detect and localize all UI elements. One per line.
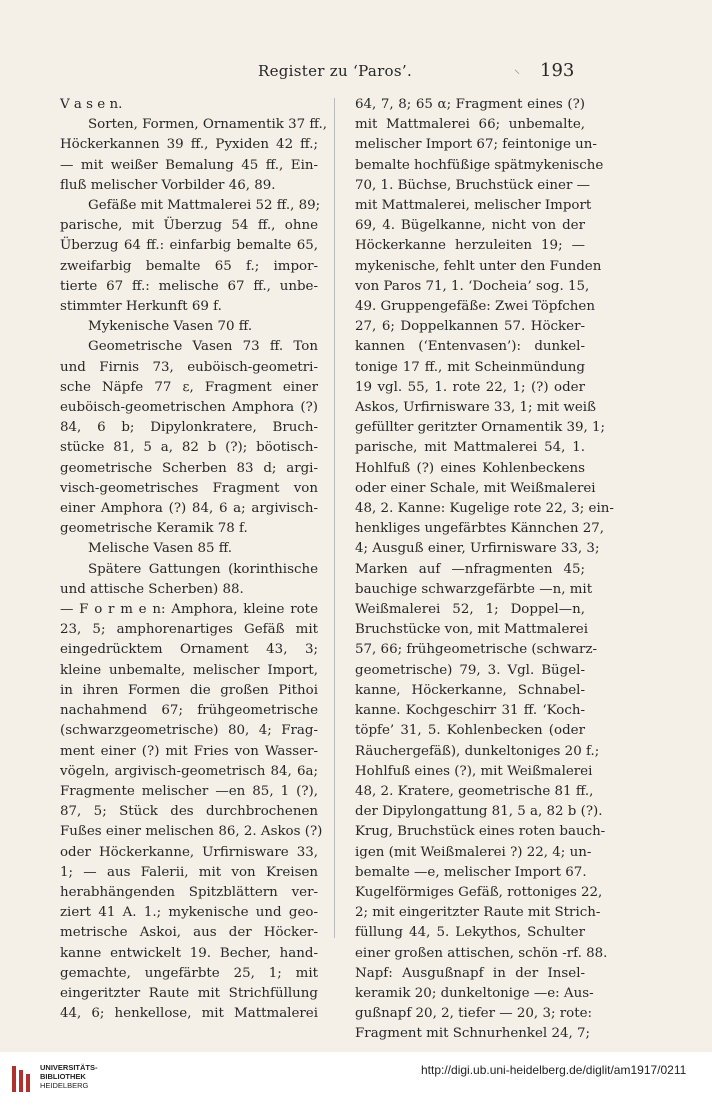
text-line: Fragmente melischer —en 85, 1 (?),	[60, 783, 318, 799]
text-line: Überzug 64 ff.: einfarbig bemalte 65,	[60, 238, 318, 254]
text-line: mit Mattmalerei, melischer Import	[355, 198, 592, 214]
text-line: mykenische, fehlt unter den Funden	[355, 258, 602, 274]
text-line: geometrische) 79, 3. Vgl. Bügel-	[355, 662, 585, 678]
text-line: Sorten, Formen, Ornamentik 37 ff.,	[88, 117, 327, 133]
text-line: Fragment mit Schnurhenkel 24, 7;	[355, 1026, 591, 1042]
text-line: 70, 1. Büchse, Bruchstück einer —	[355, 177, 591, 193]
text-line: Räuchergefäß), dunkeltoniges 20 f.;	[355, 743, 600, 759]
logo-bar-icon	[12, 1066, 16, 1092]
text-line: Geometrische Vasen 73 ff. Ton	[88, 339, 318, 355]
text-line: 23, 5; amphorenartiges Gefäß mit	[60, 622, 318, 638]
text-line: gußnapf 20, 2, tiefer — 20, 3; rote:	[355, 1006, 593, 1022]
text-line: oder einer Schale, mit Weißmalerei	[355, 480, 596, 496]
text-line: Höckerkanne herzuleiten 19; —	[355, 238, 585, 254]
text-line: parische, mit Überzug 54 ff., ohne	[60, 218, 318, 234]
text-line: — F o r m e n: Amphora, kleine rote	[60, 602, 318, 618]
text-line: henkliges ungefärbtes Kännchen 27,	[355, 521, 605, 537]
text-line: Melische Vasen 85 ff.	[88, 541, 233, 557]
text-line: zweifarbig bemalte 65 f.; impor-	[60, 258, 318, 274]
text-line: 4; Ausguß einer, Urfirnisware 33, 3;	[355, 541, 600, 557]
text-line: bemalte hochfüßige spätmykenische	[355, 157, 604, 173]
header-mark: ⸜	[514, 62, 521, 76]
running-title: Register zu ‘Paros’.	[258, 62, 413, 80]
text-line: und attische Scherben) 88.	[60, 581, 244, 597]
text-line: Bruchstücke von, mit Mattmalerei	[355, 622, 588, 638]
text-line: 1; — aus Falerii, mit von Kreisen	[60, 864, 318, 880]
text-line: sche Näpfe 77 ε, Fragment einer	[60, 379, 318, 395]
text-line: parische, mit Mattmalerei 54, 1.	[355, 440, 585, 456]
text-line: 48, 2. Kratere, geometrische 81 ff.,	[355, 783, 594, 799]
text-line: eingedrücktem Ornament 43, 3;	[60, 642, 318, 658]
text-line: Mykenische Vasen 70 ff.	[88, 319, 253, 335]
text-line: Gefäße mit Mattmalerei 52 ff., 89;	[88, 198, 321, 214]
text-line: 49. Gruppengefäße: Zwei Töpfchen	[355, 299, 595, 315]
text-line: von Paros 71, 1. ‘Docheia’ sog. 15,	[355, 278, 590, 294]
text-line: tonige 17 ff., mit Scheinmündung	[355, 359, 585, 375]
column-rule	[334, 98, 335, 938]
source-url-link[interactable]: http://digi.ub.uni-heidelberg.de/diglit/am1917/0211	[421, 1063, 687, 1077]
text-line: oder Höckerkanne, Urfirnisware 33,	[60, 844, 318, 860]
text-line: 64, 7, 8; 65 α; Fragment eines (?)	[355, 97, 585, 112]
text-line: bauchige schwarzgefärbte —n, mit	[355, 581, 593, 597]
text-line: 44, 6; henkellose, mit Mattmalerei	[60, 1006, 318, 1022]
page-number: 193	[540, 60, 575, 81]
logo-bar-icon	[26, 1074, 30, 1092]
text-line: 57, 66; frühgeometrische (schwarz-	[355, 642, 598, 658]
logo-line: UNIVERSITÄTS-	[40, 1063, 98, 1072]
text-line: stücke 81, 5 a, 82 b (?); böotisch-	[60, 440, 318, 456]
text-line: Kugelförmiges Gefäß, rottoniges 22,	[355, 884, 603, 900]
library-logo-text	[40, 1063, 98, 1090]
text-line: der Dipylongattung 81, 5 a, 82 b (?).	[355, 804, 603, 820]
text-line: melischer Import 67; feintonige un-	[355, 137, 597, 153]
text-line: gefüllter geritzter Ornamentik 39, 1;	[355, 420, 606, 436]
text-line: 2; mit eingeritzter Raute mit Strich-	[355, 905, 601, 921]
text-line: kanne, Höckerkanne, Schnabel-	[355, 682, 585, 698]
text-line: einer großen attischen, schön -rf. 88.	[355, 945, 608, 961]
text-line: 27, 6; Doppelkannen 57. Höcker-	[355, 319, 585, 335]
text-line: Fußes einer melischen 86, 2. Askos (?)	[60, 824, 323, 840]
text-line: vögeln, argivisch-geometrisch 84, 6a;	[60, 763, 318, 779]
text-line: Höckerkannen 39 ff., Pyxiden 42 ff.;	[60, 137, 318, 153]
text-line: Weißmalerei 52, 1; Doppel—n,	[355, 602, 585, 618]
text-line: Hohlfuß (?) eines Kohlenbeckens	[355, 460, 585, 476]
page-header	[0, 60, 712, 90]
text-line: (schwarzgeometrische) 80, 4; Frag-	[60, 723, 318, 739]
text-line: nachahmend 67; frühgeometrische	[60, 703, 318, 719]
text-line: Marken auf —nfragmenten 45;	[355, 561, 585, 577]
text-line: mit Mattmalerei 66; unbemalte,	[355, 117, 585, 133]
text-line: Hohlfuß eines (?), mit Weißmalerei	[355, 763, 593, 779]
text-line: keramik 20; dunkeltonige —e: Aus-	[355, 985, 594, 1001]
text-line: Spätere Gattungen (korinthische	[88, 561, 318, 577]
text-line: 48, 2. Kanne: Kugelige rote 22, 3; ein-	[355, 501, 614, 517]
text-line: 84, 6 b; Dipylonkratere, Bruch-	[60, 420, 318, 436]
text-line: herabhängenden Spitzblättern ver-	[60, 884, 318, 900]
text-line: 19 vgl. 55, 1. rote 22, 1; (?) oder	[355, 379, 585, 395]
text-line: einer Amphora (?) 84, 6 a; argivisch-	[60, 501, 318, 517]
text-line: ment einer (?) mit Fries von Wasser-	[60, 743, 318, 759]
logo-line: BIBLIOTHEK	[40, 1072, 86, 1081]
text-line: töpfe’ 31, 5. Kohlenbecken (oder	[355, 723, 585, 739]
text-line: ziert 41 A. 1.; mykenische und geo-	[60, 905, 318, 921]
logo-bar-icon	[19, 1070, 23, 1092]
text-line: eingeritzter Raute mit Strichfüllung	[60, 985, 318, 1001]
text-line: V a s e n.	[60, 97, 123, 112]
logo-line: HEIDELBERG	[40, 1081, 89, 1090]
text-line: metrische Askoi, aus der Höcker-	[60, 925, 318, 941]
text-line: Askos, Urfirnisware 33, 1; mit weiß	[355, 400, 596, 416]
text-line: 69, 4. Bügelkanne, nicht von der	[355, 218, 585, 234]
text-line: geometrische Scherben 83 d; argi-	[60, 460, 318, 476]
right-column	[355, 95, 614, 1045]
text-line: — mit weißer Bemalung 45 ff., Ein-	[60, 157, 318, 173]
text-line: geometrische Keramik 78 f.	[60, 521, 248, 537]
text-line: gemachte, ungefärbte 25, 1; mit	[60, 965, 318, 981]
text-line: tierte 67 ff.: melische 67 ff., unbe-	[60, 278, 318, 294]
text-line: kanne entwickelt 19. Becher, hand-	[60, 945, 318, 961]
text-line: Krug, Bruchstück eines roten bauch-	[355, 824, 606, 840]
library-logo-icon	[10, 1064, 32, 1094]
text-line: 87, 5; Stück des durchbrochenen	[60, 804, 318, 820]
text-line: füllung 44, 5. Lekythos, Schulter	[355, 925, 585, 941]
text-line: bemalte —e, melischer Import 67.	[355, 864, 587, 880]
text-line: kanne. Kochgeschirr 31 ff. ‘Koch-	[355, 703, 585, 719]
text-line: stimmter Herkunft 69 f.	[60, 299, 222, 315]
text-line: igen (mit Weißmalerei ?) 22, 4; un-	[355, 844, 592, 860]
text-line: fluß melischer Vorbilder 46, 89.	[60, 177, 276, 193]
text-line: visch-geometrisches Fragment von	[60, 480, 318, 496]
left-column	[60, 95, 327, 1024]
text-line: und Firnis 73, euböisch-geometri-	[60, 359, 318, 375]
page-footer	[0, 1052, 712, 1107]
text-line: in ihren Formen die großen Pithoi	[60, 682, 318, 698]
text-line: euböisch-geometrischen Amphora (?)	[60, 400, 318, 416]
text-line: kannen (‘Entenvasen’): dunkel-	[355, 339, 585, 355]
text-line: kleine unbemalte, melischer Import,	[60, 662, 318, 678]
text-line: Napf: Ausgußnapf in der Insel-	[355, 965, 585, 981]
